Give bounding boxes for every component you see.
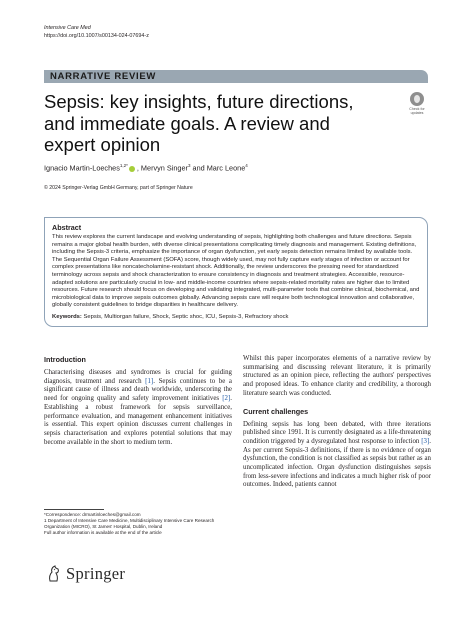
right-column [243,355,431,490]
footnote [44,512,234,536]
journal-header [44,24,149,40]
check-for-updates-label: Check for updates [409,107,425,116]
abstract-heading: Abstract [52,223,82,232]
challenges-text: Defining sepsis has long been debated, with three iterations published since 1991. It is currently designated as a life-threatening condition triggered by a dysregulated host response to infection [243,420,431,445]
intro-text: Characterising diseases and syndromes is crucial for guiding diagnosis, treatment and research [44,369,232,385]
doi-link[interactable]: https://doi.org/10.1007/s00134-024-07694-z [44,33,149,39]
left-column [44,355,232,447]
check-for-updates-badge[interactable] [404,92,430,116]
author-info-note: Full author information is available at the end of the article [44,530,162,535]
keywords-line [52,314,420,322]
challenges-paragraph [243,421,431,491]
intro-text: . Establishing a robust framework for sepsis surveillance, performance evaluation, and management enhancement initiatives is essential. This expert opinion discusses current challenges in sepsis characterisation and explores potential solutions that may become available in the short to medium term. [44,395,232,446]
springer-horse-icon [46,565,62,583]
abstract-box [44,217,428,327]
opinion-paragraph: Whilst this paper incorporates elements of a narrative review by summarising and discussing relevant literature, it is primarily structured as an opinion piece, reflecting the authors' perspectives and proposed ideas. To enhance clarity and credibility, a thorough literature search was conducted. [243,355,431,397]
footnote-divider [44,509,104,510]
keywords-label: Keywords: [52,313,82,320]
author-name[interactable]: Ignacio Martin-Loeches [44,163,120,173]
author-name[interactable]: and Marc Leone [190,163,246,173]
article-type-label: NARRATIVE REVIEW [50,71,157,82]
intro-text: . Sepsis continues to be a significant cause of illness and death worldwide, underscoring the need for ongoing quality and safety improvement initiatives [44,377,232,403]
section-heading-introduction: Introduction [44,355,86,364]
citation-link[interactable]: [1] [145,377,154,385]
author-affiliation-sup: 4 [245,163,248,168]
citation-link[interactable]: [3] [421,437,430,445]
journal-name: Intensive Care Med [44,25,91,31]
copyright-notice: © 2024 Springer-Verlag GmbH Germany, part of Springer Nature [44,185,193,191]
author-list [44,163,248,172]
author-affiliation-sup: 1,2* [119,163,128,168]
challenges-text: . As per current Sepsis-3 definitions, if there is no evidence of organ dysfunction, the condition is not classified as sepsis but rather as an uncomplicated infection. Organ dysfunction distinguishes sepsis from less-severe infections and indicates a much higher risk of poor outcomes. Indeed, patients cannot [243,437,431,489]
article-title: Sepsis: key insights, future directions, and immediate goals. A review and expert opinion [44,91,354,155]
section-heading-current-challenges: Current challenges [243,406,309,416]
intro-paragraph [44,369,232,447]
keywords-list: Sepsis, Multiorgan failure, Shock, Septic shoc, ICU, Sepsis-3, Refractory shock [83,313,289,320]
article-type-banner [44,70,428,83]
author-affiliation-sup: 3 [187,163,191,168]
orcid-icon[interactable] [129,166,135,172]
crossmark-icon [410,92,424,106]
citation-link[interactable]: [2] [222,395,231,403]
publisher-name: Springer [66,564,126,583]
correspondence-email[interactable]: *Correspondence: drmartinloeches@gmail.com [44,512,141,517]
abstract-text: This review explores the current landscape and evolving understanding of sepsis, highlighting both challenges and future directions. Sepsis remains a major global health burden, with diverse clinical presentations complicating timely diagnosis and management. Existing definitions, including the Sepsis-3 criteria, emphasize the importance of organ dysfunction, yet early sepsis detection remains limited by available tools. The Sequential Organ Failure Assessment (SOFA) score, though widely used, may not fully capture early stages of infection or account for complex presentations like noncatecholamine-resistant shock. Additionally, the review underscores the pressing need for standardized terminology across sepsis and shock characterization to ensure consistency in diagnosis and treatment strategies. Accessible, resource-adapted solutions are particularly crucial in low- and middle-income countries where sepsis-related mortality rates are higher due to limited resources. Future research should focus on developing and validating integrated, multi-parameter tools that combine clinical, biochemical, and microbiological data to improve sepsis outcomes globally. Advancing sepsis care will require both technological innovation and collaborative, globally consistent guidelines to bridge disparities in healthcare delivery. [52,234,420,309]
publisher-logo [46,564,125,584]
affiliation-note: 1 Department of Intensive Care Medicine, Multidisciplinary Intensive Care Research Organization (MICRO), St James' Hospital, Dublin, Ireland [44,518,215,529]
author-name[interactable]: , Mervyn Singer [136,163,188,173]
